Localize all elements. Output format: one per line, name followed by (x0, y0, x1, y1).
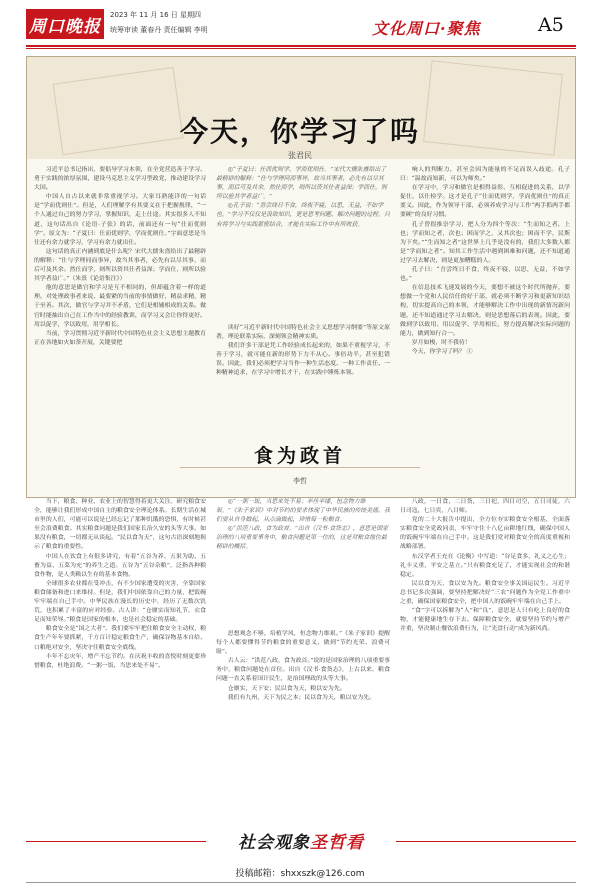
article2-column-1 (34, 498, 206, 820)
paragraph: 民以食为天，食以安为先。粮食安全事关国运民生。习近平总书记多次强调，要坚持把解决好“三农”问题作为全党工作重中之重，确保国家粮食安全，把中国人的饭碗牢牢端在自己手上。 (400, 580, 570, 606)
article2-byline: 李哲 (293, 477, 307, 485)
bottom-rule (26, 882, 576, 883)
submission-email: 投稿邮箱：shxxszk@126.com (235, 869, 365, 879)
paragraph: 在信息技术飞速发展的今天，要想不被这个时代所抛弃，要想做一个党和人民信任的好干部，就必须不断学习和更新知识结构，切实提高自己的本领，才能够解决工作中出现的新情况新问题，还不知道通过学习去解决，则是思想落后的表现。因此，要做到学以致用、用以促学、学用相长，努力提高解决实际问题的能力，做到知行合一。 (400, 285, 570, 337)
paragraph: 中国人自古以来就非常重视学习。大家耳熟能详的一句话是“学而优则仕”。但是，人们理解学有其要义在于把握规律，“一个人通过自己的努力学习，掌握知识，走上仕途。其实很多人不知道，这句话出自《论语·子张》的话，前面还有一句“仕而优则学”。原文为：“子夏曰：仕而优则学，学而优则仕。”字面意思是当仕还有余力就学习，学习有余力就出仕。 (34, 194, 206, 246)
paragraph: 今天，你学习了吗？ ① (411, 348, 473, 355)
paragraph: 习近平总书记指出，要倡导学习本领，在全党营造善于学习、勇于实践的浓厚氛围，建设马克思主义学习型政党，推动建设学习大国。 (34, 167, 206, 192)
quote-paragraph: ◎“洪范八政，食为政首。”出自《汉书·食货志》，意思是国家治理的八项重要事务中，粮食问题是第一位的，这是对粮食地位最精辟的概括。 (216, 526, 389, 551)
article2-headline: 食为政首 (253, 445, 346, 467)
paragraph: 响人的判断力，甚至会因为能量的不足而误入歧途。孔子曰：“温故而知新，可以为师矣。” (400, 167, 570, 183)
paragraph: 我们有九州，天下为民之本；民以食为天，粮以安为先。 (227, 694, 376, 701)
paragraph: 思想观念不够，培植学风，恒念物力维艰。”《朱子家训》提醒每个人都要懂得节约粮食的重要意义，做到“节约光荣、浪费可耻”。 (216, 631, 390, 656)
paragraph: 读好“习近平新时代中国特色社会主义思想学习纲要”等原文原著，理论联系实际，深刻领会精神实质。 (216, 325, 390, 341)
paragraph: 我们许多干部是凭工作经验成长起来的，如果不重视学习，不善于学习，就可能在新的形势下力不从心、事倍功半，甚至犯错误。因此，我们必须把学习当作一种生活态度、一种工作责任、一种精神追求，在学习中增长才干，在实践中锤炼本领。 (216, 343, 390, 377)
quote-paragraph: ◎“一粥一饭，当思来处不易；半丝半缕，恒念物力维艰。”《朱子家训》中对节约的要求体现了中华民族的传统美德，我们要从自身做起，从点滴做起，珍惜每一粒粮食。 (216, 499, 390, 524)
article1-headline: 今天，你学习了吗 (179, 115, 420, 148)
paragraph: 东汉学者王充在《论衡》中写道：“谷足食多，礼义之心生；礼丰义重，平安之基立。”只有粮食充足了，才能实现社会的和谐稳定。 (400, 553, 570, 578)
paragraph: 党的二十大报告中提出，全方位夯实粮食安全根基，全面落实粮食安全党政同责，牢牢守住十八亿亩耕地红线，确保中国人的饭碗牢牢端在自己手中。这是我们党对粮食安全的高度重视和战略部署。 (400, 517, 570, 551)
paragraph: 孔子曰：“吾尝终日不食，终夜不寝，以思，无益，不如学也。” (400, 267, 570, 283)
article2-pull-quote (216, 498, 390, 622)
paragraph: 全球很多农业都在受冲击，有不少国家遭受的灾害，全靠国家粮食储备和进口来维持。但是，我们中国依靠自己的力量，把饭碗牢牢端在自己手中。中华民族在漫长的历史中，经历了无数次饥荒，也积累了丰富的应对经验。古人讲：“仓廪实而知礼节，衣食足而知荣辱。”粮食是国家的根本，也是社会稳定的基础。 (34, 580, 206, 624)
masthead-rule-thin (26, 48, 576, 49)
paragraph: 粮食安全是“国之大者”。我们要牢牢把住粮食安全主动权，粮食生产年年要抓紧，千方百计稳定粮食生产，确保谷物基本自给、口粮绝对安全，坚决守住粮食安全底线。 (34, 626, 206, 651)
article2-column-2 (216, 630, 390, 820)
paragraph: 当下，粮食、种业、农业上的智慧得着更大关注。研究粮食安全，能够让我们形成中国自主的粮食安全理论体系。长期生活在城市里的人们，可能可以说是已经忘记了那种饥饿的恐惧，有时候甚至会浪费粮食。其实粮食问题是我们国家长治久安的头等大事。如果没有粮食，一切都无从谈起。“民以食为天”，这句古语深刻地揭示了粮食的重要性。 (34, 499, 206, 551)
quote-paragraph: ◎孔子说：“吾尝终日不食，终夜不寝，以思，无益，不如学也。”学习不仅仅是汲取知识，更是思考问题、解决问题的过程。只有将学习与实践紧密结合，才能在实际工作中有所收获。 (216, 203, 390, 228)
editor-credits: 统筹审读 董春丹 责任编辑 李明 (110, 26, 208, 34)
paragraph: 仓廪实，天下安；民以食为天，粮以安为先。 (227, 685, 346, 692)
section-title: 文化周口·聚焦 (372, 19, 481, 38)
quote-paragraph: ◎“子夏曰：仕而优则学，学而优则仕。”宋代大儒朱熹给出了最精辟的解释：“仕与学理同而事异，故当其事者，必先有以尽其事，而后可及其余。然仕而学，则所以资其仕者益深；学而仕，则所以验其学者益广。” (216, 167, 387, 201)
article1-pull-quote (216, 166, 390, 316)
article1-byline: 张君民 (288, 151, 312, 160)
paragraph: 这句话的真正内涵到底是什么呢？宋代大儒朱熹给出了最精辟的解释：“仕与学理同而事异，故当其事者，必先有以尽其事，而后可及其余。然仕而学，则所以资其仕者益深；学而仕，则所以验其学者益广。”（朱熹《论语集注》） (34, 248, 206, 283)
paragraph: “食”字可以拆解为“人”和“良”，意思是人只有吃上良好的食物，才能健康地生存下去。保障粮食安全，就要坚持节约与增产并重，坚决制止餐饮浪费行为，让“光盘行动”成为新风尚。 (400, 608, 570, 633)
banner-title-black: 社会观象 (238, 833, 310, 853)
paragraph: 岁月如梭，时不我待！ (411, 339, 471, 346)
paragraph: 中国人在饮食上有很多讲究，有着“五谷为养、五果为助、五畜为益、五菜为充”的养生之道。五谷为“五谷杂粮”，泛指各种粮食作物，是人类赖以生存的基本食物。 (34, 553, 206, 578)
column-banner (26, 828, 576, 854)
masthead-rule (26, 45, 576, 47)
paragraph: 他的意思是做官和学习是互不相同的，但却蕴含着一样的道理。对处理政事者来说，最要紧的当前的事情做好，精益求精，精于至善。其次，做官与学习并不矛盾，它们是相辅相成的关系。做官时能抽出自己在工作当中的经验教训，而学习又会让你得更好。用以促学，学以致用，用学相长。 (34, 285, 206, 328)
banner-title (206, 828, 396, 853)
paragraph: 孔子曾很推崇学习，把人分为四个等次：“生而知之者，上也；学而知之者，次也；困而学之，又其次也；困而不学，民斯为下矣。”“生而知之者”这世界上几乎是没有的，我们大多数人都是“学而知之者”。知其工作生活中遇到困难和问题，还不知道通过学习去解决，则是更加糟糕的人。 (400, 221, 570, 264)
banner-title-red: 圣哲看 (310, 833, 364, 853)
banner-rule-right (396, 841, 576, 842)
banner-rule-left (26, 841, 206, 842)
paragraph: 在学习中，学习和做官是相得益彰、互相促进的关系，以学促仕，以仕检学。这才是孔子“仕而优则学，学而优则仕”的真正要义。因此，作为领导干部，必须养成学习与工作“两手抓两手都要硬”的良好习惯。 (400, 185, 570, 219)
paragraph: 八政，一日食，二日货，三日祀，四日司空，五日司徒，六日司寇，七日宾，八日师。 (400, 499, 570, 515)
article2-column-3 (400, 498, 570, 820)
paper-logo: 周口晚报 (26, 9, 104, 39)
paragraph: 丰年不忘灾年，增产不忘节约。在庆祝丰收的喜悦时刻更要珍惜粮食，杜绝浪费。“一粥一饭，当思来处不易”。 (34, 653, 206, 669)
issue-date: 2023 年 11 月 16 日 星期四 (110, 11, 201, 19)
masthead (0, 0, 600, 52)
paragraph: 古人云：“洪范八政，食为政首。”说的是国家治理的八项重要事务中，粮食问题处在首位。出自《汉书·食货志》，上古以来，粮食问题一直关系着国计民生，是治国理政的头等大事。 (216, 658, 390, 683)
page-number: A5 (538, 14, 564, 36)
paragraph: 当前，学习贯彻习近平新时代中国特色社会主义思想主题教育正在各地如火如荼开展，关键要把 (34, 330, 206, 346)
